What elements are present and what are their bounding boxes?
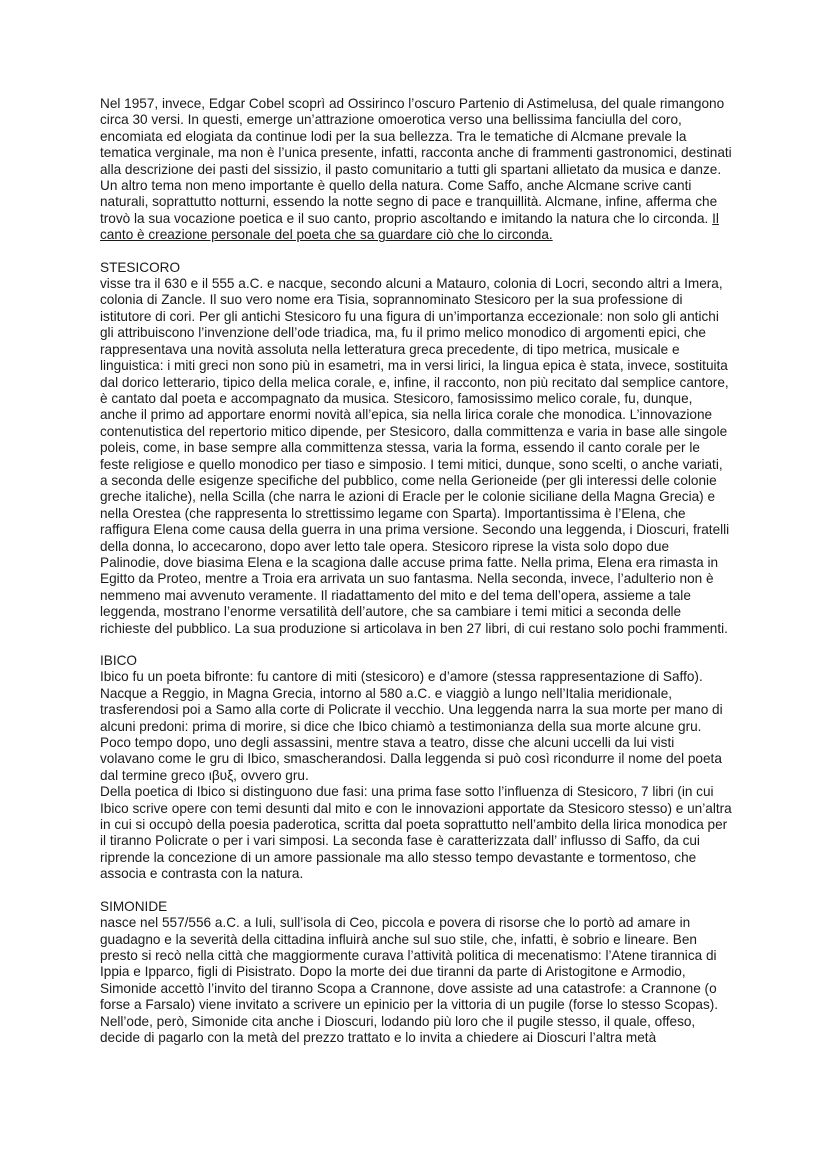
stesicoro-paragraph: visse tra il 630 e il 555 a.C. e nacque, secondo alcuni a Matauro, colonia di Locri, secondo altri a Imera, colonia di Zancle. Il suo vero nome era Tisia, soprannominato Stesicoro per la sua professione di istitutore di cori. Per gli antichi Stesicoro fu una figura di un’importanza eccezionale: non solo gli antichi gli attribuiscono l’invenzione dell’ode triadica, ma, fu il primo melico monodico di argomenti epici, che rappresentava una novità assoluta nella letteratura greca precedente, di tipo metrica, musicale e linguistica: i miti greci non sono più in esametri, ma in versi lirici, la lingua epica è stata, invece, sostituita dal dorico letterario, tipico della melica corale, e, infine, il racconto, non più recitato dal semplice cantore, è cantato dal poeta e accompagnato da musica. Stesicoro, famosissimo melico corale, fu, dunque, anche il primo ad apportare enormi novità all’epica, sia nella lirica corale che monodica. L’innovazione contenutistica del repertorio mitico dipende, per Stesicoro, dalla committenza e varia in base alle singole poleis, come, in base sempre alla committenza stessa, varia la forma, essendo il canto corale per le feste religiose e quello monodico per tiaso e simposio. I temi mitici, dunque, sono scelti, o anche variati, a seconda delle esigenze specifiche del pubblico, come nella Gerioneide (per gli interessi delle colonie greche italiche), nella Scilla (che narra le azioni di Eracle per le colonie siciliane della Magna Grecia) e nella Orestea (che rappresenta lo strettissimo legame con Sparta). Importantissima è l’Elena, che raffigura Elena come causa della guerra in una prima versione. Secondo una leggenda, i Dioscuri, fratelli della donna, lo accecarono, dopo aver letto tale opera. Stesicoro riprese la vista solo dopo due Palinodie, dove biasima Elena e la scagiona dalle accuse prima fatte. Nella prima, Elena era rimasta in Egitto da Proteo, mentre a Troia era arrivata un suo fantasma. Nella seconda, invece, l’adulterio non è nemmeno mai avvenuto veramente. Il riadattamento del mito e del tema dell’opera, assieme a tale leggenda, mostrano l’enorme versatilità dell’autore, che sa cambiare i temi mitici a seconda delle richieste del pubblico. La sua produzione si articolava in ben 27 libri, di cui restano solo pochi frammenti.: [100, 276, 730, 636]
section-stesicoro: [100, 260, 732, 637]
section-ibico: [100, 653, 732, 883]
heading-ibico: IBICO: [100, 653, 138, 668]
intro-paragraph: [100, 96, 732, 244]
simonide-paragraph: nasce nel 557/556 a.C. a Iuli, sull’isola di Ceo, piccola e povera di risorse che lo portò ad amare in guadagno e la severità della cittadina influirà anche sul suo stile, che, infatti, è sobrio e lineare. Ben presto si recò nella città che maggiormente curava l’attività politica di mecenatismo: l’Atene tirannica di Ippia e Ipparco, figli di Pisistrato. Dopo la morte dei due tiranni da parte di Aristogitone e Armodio, Simonide accettò l’invito del tiranno Scopa a Crannone, dove assiste ad una catastrofe: a Crannone (o forse a Farsalo) viene invitato a scrivere un epinicio per la vittoria di un pugile (forse lo stesso Scopas). Nell’ode, però, Simonide cita anche i Dioscuri, lodando più loro che il pugile stesso, il quale, offeso, decide di pagarlo con la metà del prezzo trattato e lo invita a chiedere ai Dioscuri l’altra metà: [100, 915, 719, 1045]
document-page: [100, 96, 732, 1046]
intro-underlined-sentence: Il canto è creazione personale del poeta che sa guardare ciò che lo circonda.: [100, 210, 719, 243]
heading-stesicoro: STESICORO: [100, 259, 181, 275]
ibico-paragraph-1: Ibico fu un poeta bifronte: fu cantore di miti (stesicoro) e d’amore (stessa rappresentazione di Saffo). Nacque a Reggio, in Magna Grecia, intorno al 580 a.C. e viaggiò a lungo nell’Italia meridionale, trasferendosi poi a Samo alla corte di Policrate il vecchio. Una leggenda narra la sua morte per mano di alcuni predoni: prima di morire, si dice che Ibico chiamò a testimonianza della sua morte alcune gru. Poco tempo dopo, uno degli assassini, mentre stava a teatro, disse che alcuni uccelli da lui visti volavano come le gru di Ibico, smascherandosi. Dalla leggenda si può così ricondurre il nome del poeta dal termine greco ιβυξ, ovvero gru.: [100, 669, 723, 783]
intro-text: Nel 1957, invece, Edgar Cobel scoprì ad Ossirinco l’oscuro Partenio di Astimelusa, del quale rimangono circa 30 versi. In questi, emerge un’attrazione omoerotica verso una bellissima fanciulla del coro, encomiata ed elogiata da continue lodi per la sua bellezza. Tra le tematiche di Alcmane prevale la tematica verginale, ma non è l’unica presente, infatti, racconta anche di frammenti gastronomici, destinati alla descrizione dei pasti del sissizio, il pasto comunitario a tutti gli spartani allietato da musica e danze. Un altro tema non meno importante è quello della natura. Come Saffo, anche Alcmane scrive canti naturali, soprattutto notturni, essendo la notte segno di pace e tranquillità. Alcmane, infine, afferma che trovò la sua vocazione poetica e il suo canto, proprio ascoltando e imitando la natura che lo circonda.: [100, 96, 732, 226]
heading-simonide: SIMONIDE: [100, 898, 168, 914]
ibico-paragraph-2: Della poetica di Ibico si distinguono due fasi: una prima fase sotto l’influenza di Stesicoro, 7 libri (in cui Ibico scrive opere con temi desunti dal mito e con le innovazioni apportate da Stesicoro stesso) e un’altra in cui si occupò della poesia paderotica, scritta dal poeta soprattutto nell’ambito della lirica monodica per il tiranno Policrate o per i vari simposi. La seconda fase è caratterizzata dall’ influsso di Saffo, da cui riprende la concezione di un amore passionale ma allo stesso tempo devastante e tormentoso, che associa e contrasta con la natura.: [100, 784, 732, 882]
section-simonide: [100, 899, 732, 1047]
